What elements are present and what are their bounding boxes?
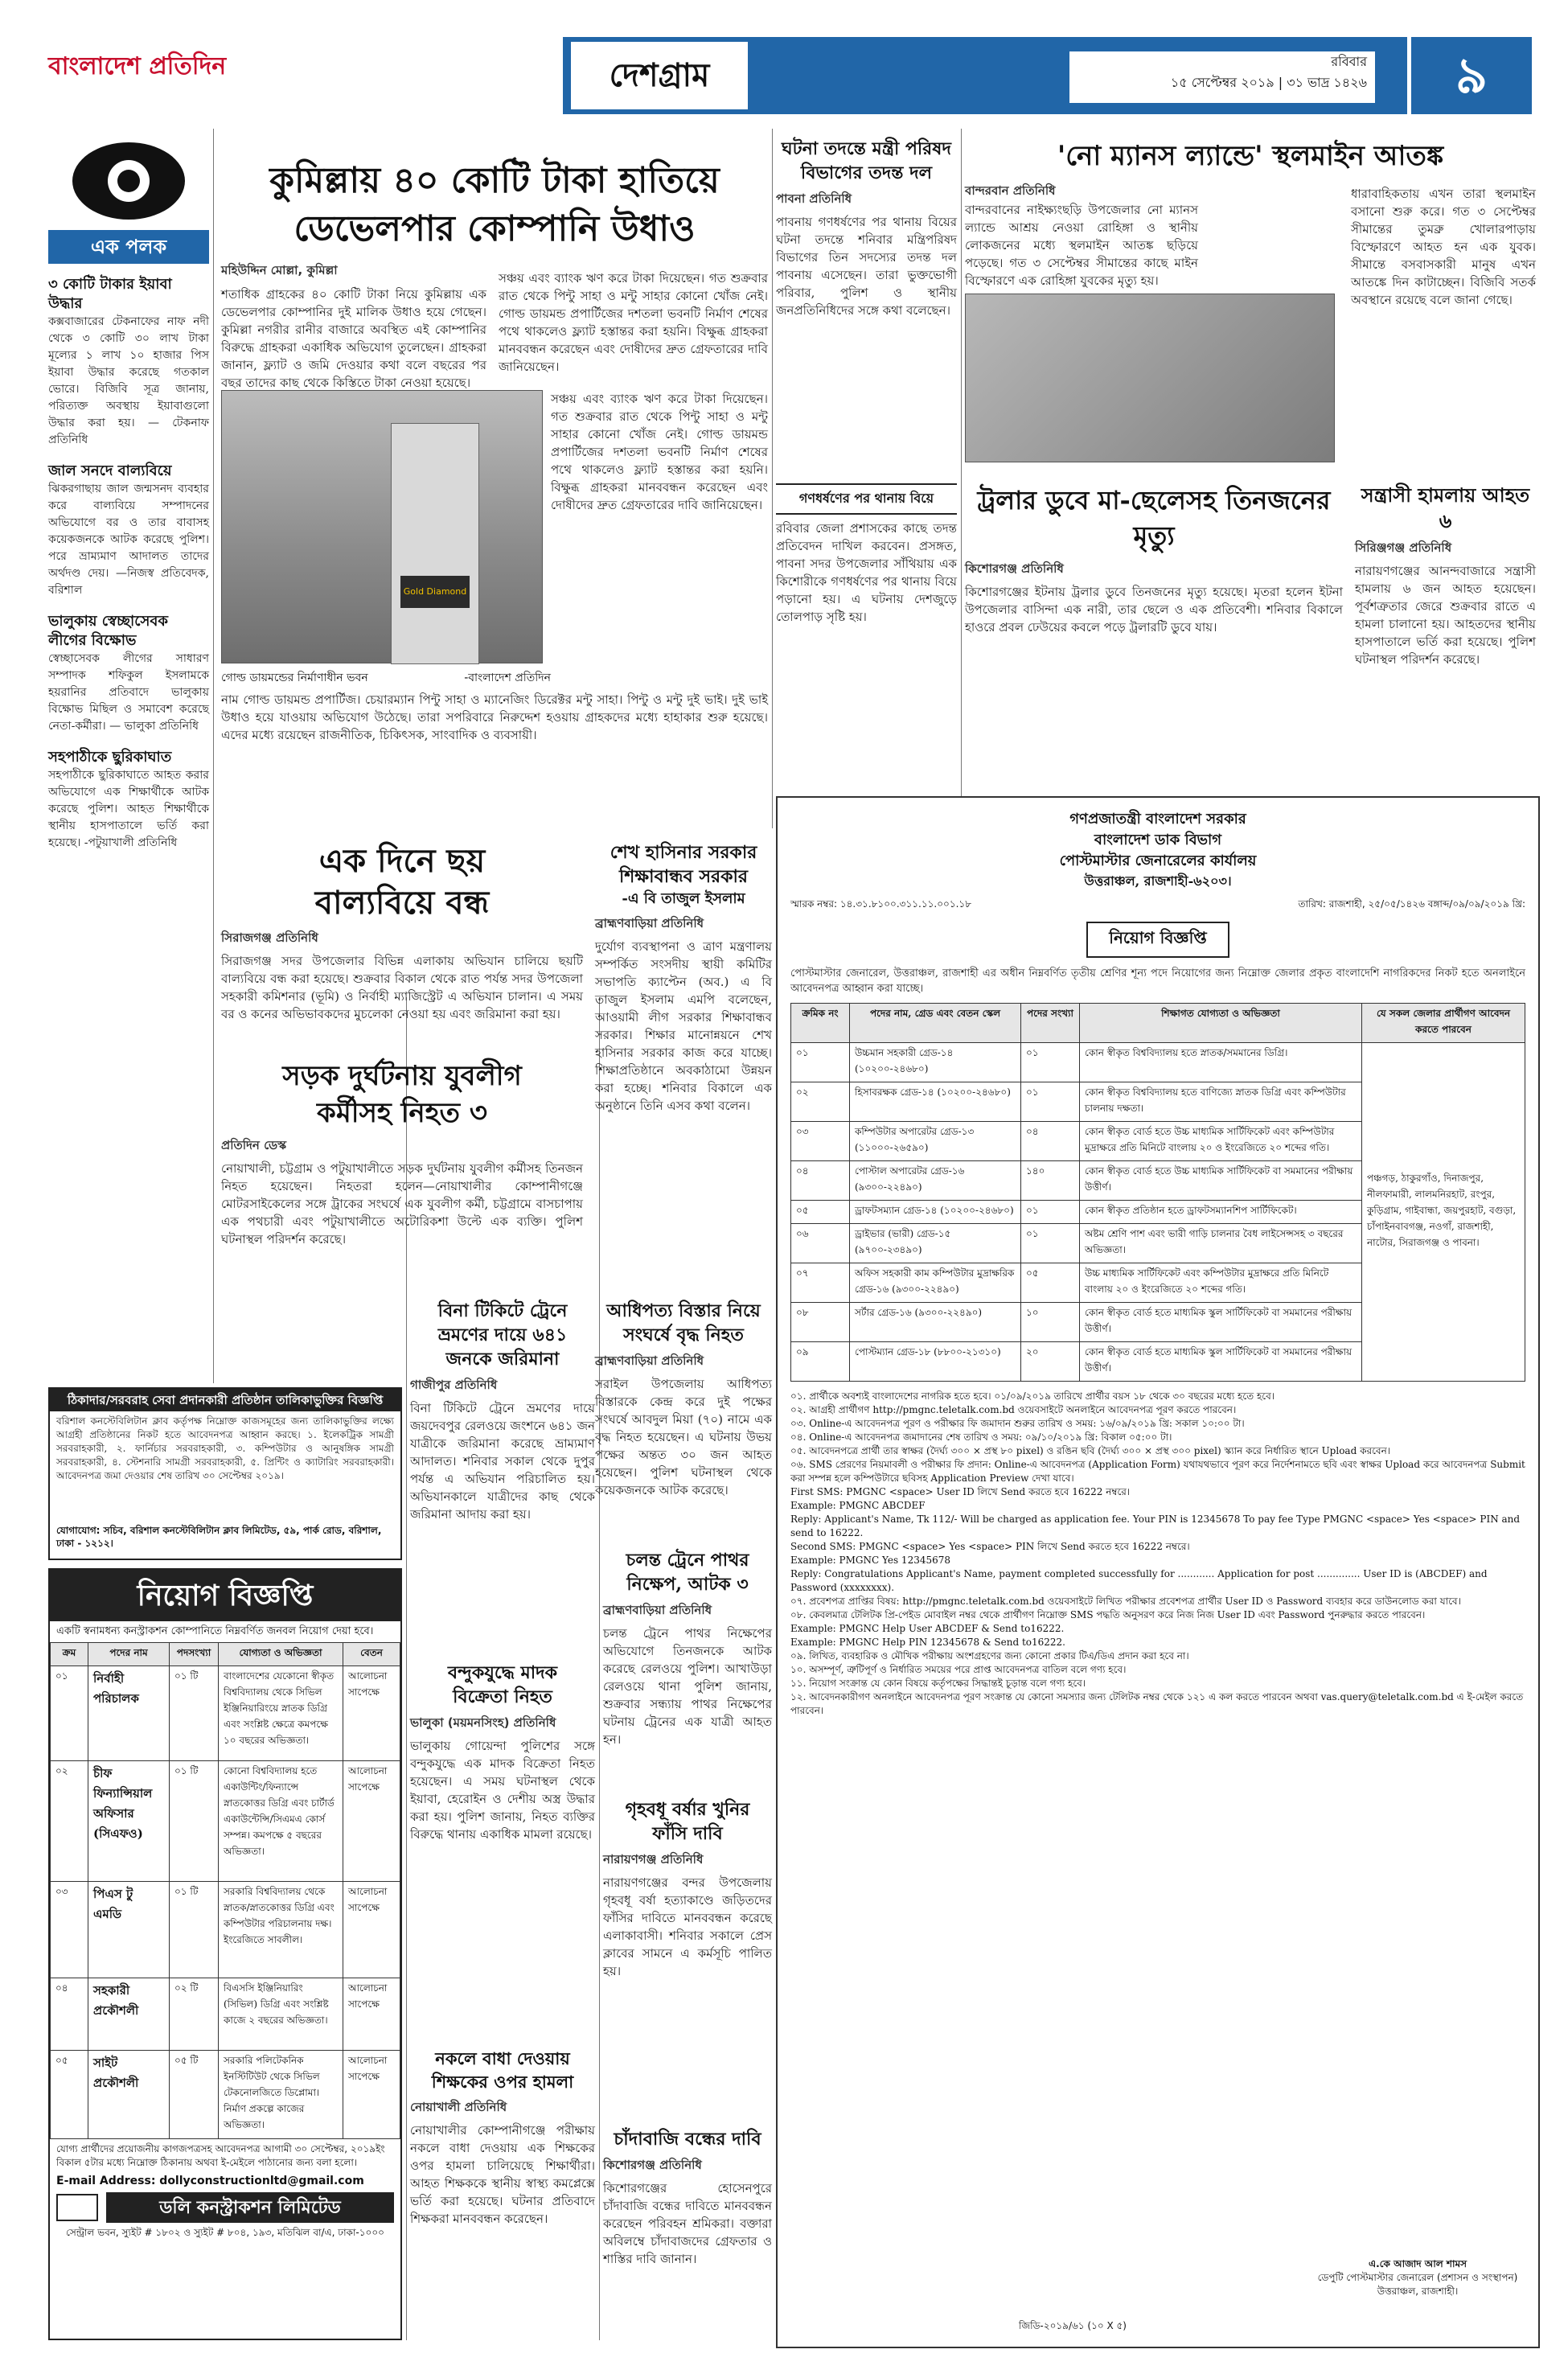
cell: ০৬: [791, 1224, 850, 1263]
govt-ad-table-header: [791, 1004, 1525, 1043]
cell: ১০: [1021, 1303, 1080, 1342]
cell: সহকারী প্রকৌশলী: [88, 1978, 170, 2051]
adhipotto-headline-2: সংঘর্ষে বৃদ্ধ নিহত: [623, 1325, 744, 1345]
lead-byline: মহিউদ্দিন মোল্লা, কুমিল্লা: [221, 263, 338, 277]
table-row: [51, 1882, 400, 1978]
chadabaji-headline: চাঁদাবাজি বন্ধের দাবি: [614, 2129, 761, 2150]
govt-ad-condition: ০৩. Online-এ আবেদনপত্র পূরণ ও পরীক্ষার ফি জমাদান শুরুর তারিখ ও সময়: ১৬/০৯/২০১৯ খ্রি: সকাল ১০:০০ টা।: [790, 1418, 1245, 1429]
ekpolok-item-head: ৩ কোটি টাকার ইয়াবা উদ্ধার: [48, 276, 172, 312]
grihobodhu-story: [603, 1797, 772, 2119]
day-label: রবিবার: [1331, 54, 1367, 69]
company-logo-icon: [56, 2194, 98, 2221]
govt-ad-condition: ০৯. লিখিত, ব্যবহারিক ও মৌখিক পরীক্ষায় অংশগ্রহণের জন্য কোনো প্রকার টিএ/ডিএ প্রদান করা হবে না।: [790, 1650, 1189, 1661]
lead-story: [221, 157, 768, 832]
lead-caption: গোল্ড ডায়মন্ডের নির্মাণাধীন ভবন: [221, 672, 368, 684]
niyog-left-footer: যোগ্য প্রার্থীদের প্রয়োজনীয় কাগজপত্রসহ আবেদনপত্র আগামী ৩০ সেপ্টেম্বর, ২০১৯ইং বিকাল ৫টার মধ্যে নিম্নোক্ত ঠিকানায় অথবা ই-মেইলে পাঠানোর জন্য বলা হলো।: [56, 2143, 385, 2168]
govt-ad-condition: ০১. প্রার্থীকে অবশ্যই বাংলাদেশের নাগরিক হতে হবে। ০১/০৯/২০১৯ তারিখে প্রার্থীর বয়স ১৮ থেকে ৩০ বছরের মধ্যে হতে হবে।: [790, 1390, 1275, 1402]
lead-body-below: নাম গোল্ড ডায়মন্ড প্রপার্টিজ। চেয়ারম্যান পিন্টু সাহা ও ম্যানেজিং ডিরেক্টর মন্টু সাহা। পিন্টু ও মন্টু দুই ভাই। দুই ভাই উধাও হয়ে যাওয়ায় অভিযোগ উঠেছে। তারা সপরিবারে নিরুদ্দেশ হওয়ায় গ্রাহকদের মধ্যে হাহাকার শুরু হয়েছে। এদের মধ্যে রয়েছেন রাজনীতিক, চিকিৎসক, সাংবাদিক ও ব্যবসায়ী।: [221, 692, 768, 742]
bonduk-body: ভালুকায় গোয়েন্দা পুলিশের সঙ্গে বন্দুকযুদ্ধে এক মাদক বিক্রেতা নিহত হয়েছেন। এ সময় ঘটনাস্থল থেকে ইয়াবা, হেরোইন ও দেশীয় অস্ত্র উদ্ধার করা হয়। পুলিশ জানায়, নিহত ব্যক্তির বিরুদ্ধে থানায় একাধিক মামলা রয়েছে।: [410, 1739, 595, 1842]
sheikh-headline-1: শেখ হাসিনার সরকার: [610, 842, 757, 863]
ghatona-body: পাবনায় গণধর্ষণের পর থানায় বিয়ের ঘটনা তদন্তে শনিবার মন্ত্রিপরিষদ বিভাগের তিন সদস্যের তদন্ত দল পাবনায় এসেছেন। তারা ভুক্তভোগী পরিবার, পুলিশ ও স্থানীয় জনপ্রতিনিধিদের সঙ্গে কথা বলেছেন।: [776, 215, 957, 318]
nokol-story: [410, 2047, 595, 2344]
nomans-body-left: বান্দরবানের নাইক্ষ্যংছড়ি উপজেলার নো ম্যানস ল্যান্ডে আশ্রয় নেওয়া রোহিঙ্গা ও স্থানীয় লোকজনের মধ্যে স্থলমাইন আতঙ্ক ছড়িয়ে পড়েছে। গত ৩ সেপ্টেম্বর সীমান্তের কাছে মাইন বিস্ফোরণে এক রোহিঙ্গা যুবকের মৃত্যু হয়।: [965, 203, 1198, 288]
cell: ১৪০: [1021, 1161, 1080, 1201]
lead-headline-1: কুমিল্লায় ৪০ কোটি টাকা হাতিয়ে: [269, 160, 720, 201]
photo-sign-text: Gold Diamond: [403, 586, 467, 597]
govt-ad-code: জিডি-২০১৯/৬১ (১০ X ৫): [1019, 2320, 1127, 2331]
niyog-left-address: সেন্ট্রাল ভবন, স্যুইট # ১৮০২ ও স্যুইট # ৮০৪, ১৯৩, মতিঝিল বা/এ, ঢাকা-১০০০: [66, 2227, 384, 2238]
logo-text: বাংলাদেশ প্রতিদিন: [48, 52, 227, 80]
lead-body-right-cont: সঞ্চয় এবং ব্যাংক ঋণ করে টাকা দিয়েছেন। গত শুক্রবার রাত থেকে পিন্টু সাহা ও মন্টু সাহার কোনো খোঁজ নেই। গোল্ড ডায়মন্ড প্রপার্টিজের দশতলা ভবনটি নির্মাণ শেষের পথে থাকলেও ফ্ল্যাট হস্তান্তর করা হয়নি। বিক্ষুব্ধ গ্রাহকরা মানববন্ধন করেছেন এবং দোষীদের দ্রুত গ্রেফতারের দাবি জানিয়েছেন।: [551, 392, 768, 512]
column-rule: [961, 129, 962, 796]
cell: পিএস টু এমডি: [88, 1882, 170, 1978]
govt-ad-condition: Reply: Applicant's Name, Tk 112/- Will be charged as application fee. Your PIN is 12345678 To pay fee Type PMGNC <space> Yes <space> PIN and send to 16222.: [790, 1514, 1521, 1538]
page-number-box: [1411, 37, 1532, 114]
govt-ad-memo-row: [790, 897, 1525, 912]
chalanto-story: [603, 1548, 772, 1789]
cell: ০১ টি: [170, 1761, 219, 1882]
cell: আলোচনা সাপেক্ষে: [343, 1882, 400, 1978]
cell: ০২: [791, 1082, 850, 1122]
bina-headline-3: জনকে জরিমানা: [445, 1349, 560, 1370]
lead-caption-row: [221, 668, 768, 688]
cell: ০৫ টি: [170, 2051, 219, 2139]
cell: ০১: [791, 1043, 850, 1082]
col-header: পদসংখ্যা: [170, 1643, 219, 1666]
ekpolok-item-head: সহপাঠীকে ছুরিকাঘাত: [48, 749, 172, 766]
cell: উচ্চমান সহকারী গ্রেড-১৪ (১০২০০-২৪৬৮০): [850, 1043, 1021, 1082]
govt-ad: [776, 796, 1540, 2348]
table-row: [51, 1761, 400, 1882]
govt-ad-condition: ০৫. আবেদনপত্রে প্রার্থী তার স্বাক্ষর (দৈর্ঘ্য ৩০০ × প্রস্থ ৮০ pixel) ও রঙিন ছবি (দৈর্ঘ্য ৩০০ × প্রস্থ ৩০০ pixel) স্ক্যান করে নির্ধারিত স্থানে Upload করবেন।: [790, 1445, 1391, 1456]
nomans-byline: বান্দরবান প্রতিনিধি: [965, 183, 1056, 198]
bonduk-headline-1: বন্দুকযুদ্ধে মাদক: [447, 1662, 558, 1683]
cell: ০১: [1021, 1082, 1080, 1122]
govt-ad-districts: পঞ্চগড়, ঠাকুরগাঁও, দিনাজপুর, নীলফামারী, লালমনিরহাট, রংপুর, কুড়িগ্রাম, গাইবান্ধা, জয়পুরহাট, বগুড়া, চাঁপাইনবাবগঞ্জ, নওগাঁ, রাজশাহী, নাটোর, সিরাজগঞ্জ ও পাবনা।: [1362, 1043, 1525, 1382]
sontrashi-story: [1355, 483, 1536, 788]
govt-ad-col-header: পদের নাম, গ্রেড এবং বেতন স্কেল: [850, 1004, 1021, 1043]
ekpolok-item-body: স্বেচ্ছাসেবক লীগের সাধারণ সম্পাদক শফিকুল ইসলামকে হয়রানির প্রতিবাদে ভালুকায় বিক্ষোভ মিছিল ও সমাবেশ করেছে নেতা-কর্মীরা। — ভালুকা প্রতিনিধি: [48, 652, 209, 733]
cell: ০৭: [791, 1263, 850, 1303]
ekpolok-column: [48, 137, 209, 1383]
griho-headline-1: গৃহবধূ বর্ষার খুনির: [625, 1799, 750, 1820]
thikadar-headline: ঠিকাদার/সরবরাহ সেবা প্রদানকারী প্রতিষ্ঠান তালিকাভুক্তির বিজ্ঞপ্তি: [50, 1389, 400, 1411]
sheikh-headline-3: -এ বি তাজুল ইসলাম: [622, 890, 745, 907]
jubolig-body: নোয়াখালী, চট্টগ্রাম ও পটুয়াখালীতে সড়ক দুর্ঘটনায় যুবলীগ কর্মীসহ তিনজন নিহত হয়েছেন। নিহতরা হলেন—নোয়াখালীর কোম্পানীগঞ্জে মোটরসাইকেলের সঙ্গে ট্রাকের সংঘর্ষে এক যুবলীগ কর্মী, চট্টগ্রামে বাসচাপায় এক পথচারী এবং পটুয়াখালীতে অটোরিকশা উল্টে এক ব্যক্তি। পুলিশ ঘটনাস্থল পরিদর্শন করেছে।: [221, 1161, 583, 1247]
col-header: পদের নাম: [88, 1643, 170, 1666]
adhipotto-byline: ব্রাহ্মণবাড়িয়া প্রতিনিধি: [595, 1353, 704, 1368]
lead-body-middle: [551, 390, 768, 663]
sheikh-headline-2: শিক্ষাবান্ধব সরকার: [619, 866, 748, 887]
govt-ad-title-1: গণপ্রজাতন্ত্রী বাংলাদেশ সরকার: [1069, 811, 1246, 828]
ghatona-story: [776, 137, 957, 796]
cell: ড্রাইভার (ভারী) গ্রেড-১৫ (৯৭০০-২৩৪৯০): [850, 1224, 1021, 1263]
chadabaji-body: কিশোরগঞ্জের হোসেনপুরে চাঁদাবাজি বন্ধের দাবিতে মানববন্ধন করেছেন পরিবহন শ্রমিকরা। বক্তারা অবিলম্বে চাঁদাবাজদের গ্রেফতার ও শাস্তির দাবি জানান।: [603, 2181, 772, 2266]
sheikh-byline: ব্রাহ্মণবাড়িয়া প্রতিনিধি: [595, 916, 704, 930]
govt-ad-condition: First SMS: PMGNC <space> User ID লিখে Send করতে হবে 16222 নম্বরে।: [790, 1486, 1131, 1497]
cell: সর্টার গ্রেড-১৬ (৯৩০০-২২৪৯০): [850, 1303, 1021, 1342]
cell: হিসাবরক্ষক গ্রেড-১৪ (১০২০০-২৪৬৮০): [850, 1082, 1021, 1122]
section-title-box: [571, 42, 748, 109]
cell: কম্পিউটার অপারেটর গ্রেড-১৩ (১১০০০-২৬৫৯০): [850, 1122, 1021, 1161]
section-title: দেশগ্রাম: [609, 56, 710, 94]
lead-headline-2: ডেভেলপার কোম্পানি উধাও: [293, 208, 696, 249]
thikadar-ad: [48, 1387, 402, 1560]
cell: ০৩: [791, 1122, 850, 1161]
balyabiye-headline-1: এক দিনে ছয়: [318, 842, 486, 880]
sheikh-body: দুর্যোগ ব্যবস্থাপনা ও ত্রাণ মন্ত্রণালয় সম্পর্কিত সংসদীয় স্থায়ী কমিটির সভাপতি ক্যাপ্টেন (অব.) এ বি তাজুল ইসলাম এমপি বলেছেন, আওয়ামী লীগ সরকার শিক্ষাবান্ধব সরকার। শিক্ষার মানোন্নয়নে শেখ হাসিনার সরকার কাজ করে যাচ্ছে। শিক্ষাপ্রতিষ্ঠানে অবকাঠামো উন্নয়ন করা হচ্ছে। শনিবার বিকালে এক অনুষ্ঠানে তিনি এসব কথা বলেন।: [595, 939, 772, 1113]
niyog-left-table-header: [51, 1643, 400, 1666]
govt-ad-header: [790, 809, 1525, 891]
ghatona-body-2: রবিবার জেলা প্রশাসকের কাছে তদন্ত প্রতিবেদন দাখিল করবেন। প্রসঙ্গত, পাবনা সদর উপজেলার সাঁথিয়ায় এক কিশোরীকে গণধর্ষণের পর থানায় বিয়ে পড়ানো হয়। এ ঘটনায় দেশজুড়ে তোলপাড় সৃষ্টি হয়।: [776, 521, 957, 624]
govt-ad-condition: ০২. আগ্রহী প্রার্থীগণ http://pmgnc.teletalk.com.bd ওয়েবসাইটে অনলাইনে আবেদনপত্র পূরণ করতে পারবেন।: [790, 1404, 1237, 1415]
ekpolok-item: [48, 462, 209, 599]
col-header: বেতন: [343, 1643, 400, 1666]
govt-ad-sign-name: এ.কে আজাদ আল শামস: [1368, 2258, 1467, 2269]
cell: অষ্টম শ্রেণি পাশ এবং ভারী গাড়ি চালনার বৈধ লাইসেন্সসহ ৩ বছরের অভিজ্ঞতা।: [1080, 1224, 1362, 1263]
govt-ad-conditions: [790, 1390, 1525, 1718]
ekpolok-item: [48, 748, 209, 852]
cell: বিএসসি ইঞ্জিনিয়ারিং (সিভিল) ডিগ্রি এবং সংশ্লিষ্ট কাজে ২ বছরের অভিজ্ঞতা।: [219, 1978, 343, 2051]
niyog-left-table: [50, 1642, 400, 2139]
photo-sign: [400, 576, 470, 608]
trawler-byline: কিশোরগঞ্জ প্রতিনিধি: [965, 561, 1064, 576]
ekpolok-item-body: সহপাঠীকে ছুরিকাঘাতে আহত করার অভিযোগে এক শিক্ষার্থীকে আটক করেছে পুলিশ। আহত শিক্ষার্থীকে স্থানীয় হাসপাতালে ভর্তি করা হয়েছে। -পটুয়াখালী প্রতিনিধি: [48, 769, 209, 849]
cell: আলোচনা সাপেক্ষে: [343, 2051, 400, 2139]
govt-ad-title-4: উত্তরাঞ্চল, রাজশাহী-৬২০৩।: [1084, 873, 1232, 889]
cell: ০৯: [791, 1342, 850, 1382]
govt-ad-condition: Second SMS: PMGNC <space> Yes <space> PIN লিখে Send করতে হবে 16222 নম্বরে।: [790, 1541, 1190, 1552]
cell: উচ্চ মাধ্যমিক সার্টিফিকেট এবং কম্পিউটার মুদ্রাক্ষরে প্রতি মিনিটে বাংলায় ২০ ও ইংরেজিতে ২০ শব্দের গতি।: [1080, 1263, 1362, 1303]
cell: পোস্টম্যান গ্রেড-১৮ (৮৮০০-২১৩১০): [850, 1342, 1021, 1382]
cell: ০২: [51, 1761, 88, 1882]
govt-ad-badge-row: [790, 922, 1525, 958]
govt-ad-col-header: ক্রমিক নং: [791, 1004, 850, 1043]
govt-ad-condition: Example: PMGNC Help User ABCDEF & Send to16222.: [790, 1623, 1065, 1634]
griho-byline: নারায়ণগঞ্জ প্রতিনিধি: [603, 1852, 704, 1867]
thikadar-contact: যোগাযোগ: সচিব, বরিশাল কনস্টেবিলিটান ক্লাব লিমিটেড, ৫৯, পার্ক রোড, বরিশাল, ঢাকা - ১২১২।: [56, 1525, 382, 1549]
bina-headline-1: বিনা টিকিটে ট্রেনে: [437, 1300, 568, 1321]
chalanto-body: চলন্ত ট্রেনে পাথর নিক্ষেপের অভিযোগে তিনজনকে আটক করেছে রেলওয়ে পুলিশ। আখাউড়া রেলওয়ে থানা পুলিশ জানায়, শুক্রবার সন্ধ্যায় পাথর নিক্ষেপের ঘটনায় ট্রেনের এক যাত্রী আহত হন।: [603, 1626, 772, 1747]
adhipotto-headline-1: আধিপত্য বিস্তার নিয়ে: [606, 1300, 761, 1321]
govt-ad-col-header: যে সকল জেলার প্রার্থীগণ আবেদন করতে পারবেন: [1362, 1004, 1525, 1043]
cell: ০৪: [791, 1161, 850, 1201]
niyog-left-company: ডলি কনস্ট্রাকশন লিমিটেড: [106, 2192, 394, 2223]
govt-ad-condition: Example: PMGNC ABCDEF: [790, 1500, 926, 1511]
cell: ০৮: [791, 1303, 850, 1342]
ghatona-photo-caption-box: [776, 483, 957, 515]
balyabiye-byline: সিরাজগঞ্জ প্রতিনিধি: [221, 930, 318, 945]
table-row: [51, 1978, 400, 2051]
building-shape: [391, 423, 479, 664]
cell: চীফ ফিন্যান্সিয়াল অফিসার (সিএফও): [88, 1761, 170, 1882]
govt-ad-condition: ১২. আবেদনকারীগণ অনলাইনে আবেদনপত্র পূরণ সংক্রান্ত যে কোনো সমস্যার জন্য টেলিটক নম্বর থেকে ১২১ এ কল করতে পারবেন অথবা vas.query@teletalk.com.bd এ ই-মেইল করতে পারবেন।: [790, 1691, 1524, 1716]
jubolig-story: [221, 1058, 583, 1299]
ghatona-photo-caption: গণধর্ষণের পর থানায় বিয়ে: [798, 491, 934, 506]
ekpolok-item-head: ভালুকায় স্বেচ্ছাসেবক লীগের বিক্ষোভ: [48, 613, 168, 649]
griho-body: নারায়ণগঞ্জের বন্দর উপজেলায় গৃহবধূ বর্ষা হত্যাকাণ্ডে জড়িতদের ফাঁসির দাবিতে মানববন্ধন করেছে এলাকাবাসী। শনিবার সকালে প্রেস ক্লাবের সামনে এ কর্মসূচি পালিত হয়।: [603, 1875, 772, 1978]
cell: ০৫: [51, 2051, 88, 2139]
cell: কোন স্বীকৃত বোর্ড হতে উচ্চ মাধ্যমিক সার্টিফিকেট বা সমমানের পরীক্ষায় উত্তীর্ণ।: [1080, 1161, 1362, 1201]
trawler-headline: ট্রলার ডুবে মা-ছেলেসহ তিনজনের মৃত্যু: [977, 485, 1331, 551]
niyog-left-intro: একটি স্বনামধন্য কনস্ট্রাকশন কোম্পানিতে নিম্নবর্ণিত জনবল নিয়োগ দেয়া হবে।: [56, 1625, 374, 1637]
govt-ad-intro: পোস্টমাস্টার জেনারেল, উত্তরাঞ্চল, রাজশাহী এর অধীন নিম্নবর্ণিত তৃতীয় শ্রেণির শূন্য পদে নিয়োগের জন্য নিম্নোক্ত জেলার প্রকৃত বাংলাদেশি নাগরিকদের নিকট হতে অনলাইনে আবেদনপত্র আহ্বান করা যাচ্ছে।: [790, 967, 1525, 995]
cell: অফিস সহকারী কাম কম্পিউটার মুদ্রাক্ষরিক গ্রেড-১৬ (৯৩০০-২২৪৯০): [850, 1263, 1021, 1303]
adhipotto-story: [595, 1299, 772, 1540]
lead-body-right: সঞ্চয় এবং ব্যাংক ঋণ করে টাকা দিয়েছেন। গত শুক্রবার রাত থেকে পিন্টু সাহা ও মন্টু সাহার কোনো খোঁজ নেই। গোল্ড ডায়মন্ড প্রপার্টিজের দশতলা ভবনটি নির্মাণ শেষের পথে থাকলেও ফ্ল্যাট হস্তান্তর করা হয়নি। বিক্ষুব্ধ গ্রাহকরা মানববন্ধন করেছেন এবং দোষীদের দ্রুত গ্রেফতারের দাবি জানিয়েছেন।: [499, 271, 768, 374]
bina-headline-2: ভ্রমণের দায়ে ৬৪১: [437, 1325, 568, 1345]
nomans-body-right: ধারাবাহিকতায় এখন তারা স্থলমাইন বসানো শুরু করে। গত ৩ সেপ্টেম্বর সীমান্তের তুমব্রু খোলারপাড়ায় বিস্ফোরণে আহত হন এক যুবক। সীমান্তে বসবাসকারী মানুষ এখন আতঙ্কে দিন কাটাচ্ছেন। বিজিবি সতর্ক অবস্থানে রয়েছে বলে জানা গেছে।: [1351, 187, 1536, 307]
ekpolok-item: [48, 612, 209, 735]
bonduk-byline: ভালুকা (ময়মনসিংহ) প্রতিনিধি: [410, 1715, 556, 1730]
govt-ad-title-3: পোস্টমাস্টার জেনারেলের কার্যালয়: [1059, 852, 1257, 869]
niyog-left-headline: নিয়োগ বিজ্ঞপ্তি: [50, 1570, 400, 1621]
cell: ০২ টি: [170, 1978, 219, 2051]
cell: কোন স্বীকৃত বিশ্ববিদ্যালয় হতে স্নাতক/সমমানের ডিগ্রি।: [1080, 1043, 1362, 1082]
cell: ড্রাফটসম্যান গ্রেড-১৪ (১০২০০-২৪৬৮০): [850, 1201, 1021, 1224]
govt-ad-memo-date: তারিখ: রাজশাহী, ২৫/০৫/১৪২৬ বঙ্গাব্দ/০৯/০৯/২০১৯ খ্রি:: [1298, 898, 1525, 910]
lead-photo: [221, 390, 543, 663]
table-row: [791, 1043, 1525, 1082]
govt-ad-badge: নিয়োগ বিজ্ঞপ্তি: [1086, 922, 1229, 958]
govt-ad-condition: ০৪. Online-এ আবেদনপত্র জমাদানের শেষ তারিখ ও সময়: ০৯/১০/২০১৯ খ্রি: বিকাল ০৫:০০ টা।: [790, 1431, 1172, 1443]
trawler-story: [965, 483, 1343, 788]
govt-ad-condition: ১০. অসম্পূর্ণ, ত্রুটিপূর্ণ ও নির্ধারিত সময়ের পরে প্রাপ্ত আবেদনপত্র বাতিল বলে গণ্য হবে।: [790, 1664, 1127, 1675]
cell: ০৩: [51, 1882, 88, 1978]
cell: আলোচনা সাপেক্ষে: [343, 1761, 400, 1882]
govt-ad-sign-office: উত্তরাঞ্চল, রাজশাহী।: [1377, 2286, 1459, 2297]
nomans-headline: 'নো ম্যানস ল্যান্ডে' স্থলমাইন আতঙ্ক: [1057, 140, 1444, 172]
date-box: [1069, 51, 1375, 103]
sontrashi-byline: সিরিঞ্জগঞ্জ প্রতিনিধি: [1355, 540, 1452, 555]
cell: কোন স্বীকৃত বোর্ড হতে মাধ্যমিক স্কুল সার্টিফিকেট বা সমমানের পরীক্ষায় উত্তীর্ণ।: [1080, 1342, 1362, 1382]
cell: ০১: [1021, 1224, 1080, 1263]
ekpolok-item: [48, 275, 209, 449]
niyog-left-ad: [48, 1568, 402, 2340]
govt-ad-table: [790, 1003, 1525, 1382]
table-row: [51, 2051, 400, 2139]
niyog-left-email: E-mail Address: dollyconstructionltd@gmail.com: [56, 2175, 364, 2187]
sheikh-story: [595, 840, 772, 1291]
griho-headline-2: ফাঁসি দাবি: [652, 1823, 723, 1844]
ekpolok-item-head: জাল সনদে বাল্যবিয়ে: [48, 462, 172, 479]
chadabaji-story: [603, 2127, 772, 2344]
govt-ad-col-header: শিক্ষাগত যোগ্যতা ও অভিজ্ঞতা: [1080, 1004, 1362, 1043]
lead-caption-credit: -বাংলাদেশ প্রতিদিন: [464, 672, 551, 684]
govt-ad-condition: Example: PMGNC Help PIN 12345678 & Send to16222.: [790, 1637, 1065, 1648]
cell: ০৪: [51, 1978, 88, 2051]
adhipotto-body: সরাইল উপজেলায় আধিপত্য বিস্তারকে কেন্দ্র করে দুই পক্ষের সংঘর্ষে আবদুল মিয়া (৭০) নামে এক বৃদ্ধ নিহত হয়েছেন। এ ঘটনায় উভয় পক্ষের অন্তত ৩০ জন আহত হয়েছেন। পুলিশ ঘটনাস্থল থেকে কয়েকজনকে আটক করেছে।: [595, 1377, 772, 1497]
jubolig-headline-1: সড়ক দুর্ঘটনায় যুবলীগ: [282, 1060, 522, 1092]
nokol-byline: নোয়াখালী প্রতিনিধি: [410, 2100, 507, 2114]
sontrashi-body: নারায়ণগঞ্জের আনন্দবাজারে সন্ত্রাসী হামলায় ৬ জন আহত হয়েছেন। পূর্বশত্রুতার জেরে শুক্রবার রাতে এ হামলা চালানো হয়। আহতদের স্থানীয় হাসপাতালে ভর্তি করা হয়েছে। পুলিশ ঘটনাস্থল পরিদর্শন করেছে।: [1355, 564, 1536, 667]
cell: ০১: [1021, 1043, 1080, 1082]
masthead: [0, 0, 1568, 121]
date-label: ১৫ সেপ্টেম্বর ২০১৯ | ৩১ ভাদ্র ১৪২৬: [1170, 75, 1367, 90]
cell: কোন স্বীকৃত বোর্ড হতে উচ্চ মাধ্যমিক সার্টিফিকেট এবং কম্পিউটার মুদ্রাক্ষরে প্রতি মিনিটে বাংলায় ২০ ও ইংরেজিতে ২০ শব্দের গতি।: [1080, 1122, 1362, 1161]
balyabiye-headline-2: বাল্যবিয়ে বন্ধ: [314, 884, 490, 922]
cell: কোন স্বীকৃত বিশ্ববিদ্যালয় হতে বাণিজ্যে স্নাতক ডিগ্রি এবং কম্পিউটার চালনায় দক্ষতা।: [1080, 1082, 1362, 1122]
govt-ad-condition: ১১. নিয়োগ সংক্রান্ত যে কোন বিষয়ে কর্তৃপক্ষের সিদ্ধান্তই চূড়ান্ত বলে গণ্য হবে।: [790, 1678, 1086, 1689]
nokol-headline-2: শিক্ষকের ওপর হামলা: [431, 2072, 574, 2092]
ekpolok-item-body: কক্সবাজারের টেকনাফের নাফ নদী থেকে ৩ কোটি ৩০ লাখ টাকা মূল্যের ১ লাখ ১০ হাজার পিস ইয়াবা উদ্ধার করেছে গতকাল ভোরে। বিজিবি সূত্র জানায়, পরিত্যক্ত অবস্থায় ইয়াবাগুলো উদ্ধার করা হয়। — টেকনাফ প্রতিনিধি: [48, 315, 209, 446]
cell: ০৫: [1021, 1263, 1080, 1303]
govt-ad-condition: Example: PMGNC Yes 12345678: [790, 1555, 951, 1566]
nomans-photo: [965, 294, 1335, 462]
govt-ad-condition: Reply: Congratulations Applicant's Name, payment completed successfully for ............ Application for post .............. User ID is (ABCDEF) and Password (xxxxxxxx).: [790, 1568, 1488, 1593]
col-header: যোগ্যতা ও অভিজ্ঞতা: [219, 1643, 343, 1666]
jubolig-headline-2: কর্মীসহ নিহত ৩: [317, 1097, 487, 1129]
govt-ad-title-2: বাংলাদেশ ডাক বিভাগ: [1094, 832, 1222, 848]
cell: ২০: [1021, 1342, 1080, 1382]
cell: ০১: [1021, 1201, 1080, 1224]
chalanto-headline-2: নিক্ষেপ, আটক ৩: [626, 1574, 749, 1595]
cell: ০১ টি: [170, 1882, 219, 1978]
ghatona-byline: পাবনা প্রতিনিধি: [776, 191, 852, 206]
masthead-logo: [48, 47, 273, 87]
ekpolok-title: এক পলক: [48, 230, 209, 264]
govt-ad-condition: ০৮. কেবলমাত্র টেলিটক প্রি-পেইড মোবাইল নম্বর থেকে প্রার্থীগণ নিম্নোক্ত SMS পদ্ধতি অনুসরণ করে নিজ নিজ User ID এবং Password পুনরুদ্ধার করতে পারবেন।: [790, 1609, 1426, 1620]
eye-icon: [68, 137, 189, 225]
cell: আলোচনা সাপেক্ষে: [343, 1666, 400, 1761]
balyabiye-body: সিরাজগঞ্জ সদর উপজেলার বিভিন্ন এলাকায় অভিযান চালিয়ে ছয়টি বাল্যবিয়ে বন্ধ করা হয়েছে। শুক্রবার বিকাল থেকে রাত পর্যন্ত সদর উপজেলা সহকারী কমিশনার (ভূমি) ও নির্বাহী ম্যাজিস্ট্রেট এ অভিযান চালান। এ সময় বর ও কনের অভিভাবকদের মুচলেকা নেওয়া হয় এবং জরিমানা করা হয়।: [221, 954, 583, 1021]
sontrashi-headline: সন্ত্রাসী হামলায় আহত ৬: [1361, 483, 1530, 532]
bina-byline: গাজীপুর প্রতিনিধি: [410, 1378, 498, 1392]
cell: পোস্টাল অপারেটর গ্রেড-১৬ (৯৩০০-২২৪৯০): [850, 1161, 1021, 1201]
govt-ad-signature: [1313, 2257, 1522, 2298]
cell: কোনো বিশ্ববিদ্যালয় হতে একাউন্টিং/ফিন্যান্সে স্নাতকোত্তর ডিগ্রি এবং চার্টার্ড একাউন্টেন্সি/সিএমএ কোর্স সম্পন্ন। কমপক্ষে ৫ বছরের অভিজ্ঞতা।: [219, 1761, 343, 1882]
column-rule: [213, 129, 214, 1383]
cell: ০৪: [1021, 1122, 1080, 1161]
page-number: ৯: [1455, 46, 1488, 105]
cell: নির্বাহী পরিচালক: [88, 1666, 170, 1761]
column-rule: [772, 129, 773, 828]
cell: সাইট প্রকৌশলী: [88, 2051, 170, 2139]
cell: আলোচনা সাপেক্ষে: [343, 1978, 400, 2051]
ghatona-headline: ঘটনা তদন্তে মন্ত্রী পরিষদ বিভাগের তদন্ত দল: [782, 138, 951, 183]
cell: ০১: [51, 1666, 88, 1761]
table-row: [51, 1666, 400, 1761]
thikadar-body: বরিশাল কনস্টেবিলিটান ক্লাব কর্তৃপক্ষ নিম্নোক্ত কাজসমূহের জন্য তালিকাভুক্তির লক্ষ্যে আগ্রহী প্রতিষ্ঠানের নিকট হতে আবেদনপত্র আহ্বান করছে। ১. ইলেকট্রিক সামগ্রী সরবরাহকারী, ২. ফার্নিচার সরবরাহকারী, ৩. কম্পিউটার ও আনুষঙ্গিক সামগ্রী সরবরাহকারী, ৪. স্টেশনারি সামগ্রী সরবরাহকারী, ৫. প্রিন্টিং ও ক্যাটারিং সরবরাহকারী। আবেদনপত্র জমা দেওয়ার শেষ তারিখ ৩০ সেপ্টেম্বর ২০১৯।: [56, 1415, 394, 1481]
ekpolok-item-body: ঝিকরগাছায় জাল জন্মসনদ ব্যবহার করে বাল্যবিয়ে সম্পাদনের অভিযোগে বর ও তার বাবাসহ কয়েকজনকে আটক করেছে পুলিশ। পরে ভ্রাম্যমাণ আদালত তাদের অর্থদণ্ড দেয়। —নিজস্ব প্রতিবেদক, বরিশাল: [48, 483, 209, 597]
bina-body: বিনা টিকিটে ট্রেনে ভ্রমণের দায়ে জয়দেবপুর রেলওয়ে জংশনে ৬৪১ জন যাত্রীকে জরিমানা করেছে ভ্রাম্যমাণ আদালত। শনিবার সকাল থেকে দুপুর পর্যন্ত এ অভিযান পরিচালিত হয়। অভিযানকালে যাত্রীদের কাছ থেকে জরিমানা আদায় করা হয়।: [410, 1401, 595, 1522]
cell: সরকারি বিশ্ববিদ্যালয় থেকে স্নাতক/স্নাতকোত্তর ডিগ্রি এবং কম্পিউটার পরিচালনায় দক্ষ। ইংরেজিতে সাবলীল।: [219, 1882, 343, 1978]
cell: ০১ টি: [170, 1666, 219, 1761]
nomans-story: [965, 137, 1536, 474]
govt-ad-condition: ০৭. প্রবেশপত্র প্রাপ্তির বিষয়: http://pmgnc.teletalk.com.bd ওয়েবসাইটে লিখিত পরীক্ষার প্রবেশপত্র প্রার্থীর User ID ও Password ব্যবহার করে ডাউনলোড করা যাবে।: [790, 1596, 1461, 1607]
govt-ad-sign-title: ডেপুটি পোস্টমাস্টার জেনারেল (প্রশাসন ও সংস্থাপন): [1317, 2272, 1518, 2283]
bina-ticket-story: [410, 1299, 595, 1653]
nokol-headline-1: নকলে বাধা দেওয়ায়: [435, 2048, 570, 2068]
chadabaji-byline: কিশোরগঞ্জ প্রতিনিধি: [603, 2158, 702, 2172]
cell: কোন স্বীকৃত প্রতিষ্ঠান হতে ড্রাফটসম্যানশিপ সার্টিফিকেট।: [1080, 1201, 1362, 1224]
trawler-body: কিশোরগঞ্জের ইটনায় ট্রলার ডুবে তিনজনের মৃত্যু হয়েছে। মৃতরা হলেন ইটনা উপজেলার বাসিন্দা এক নারী, তার ছেলে ও এক প্রতিবেশী। শনিবার বিকালে হাওরে প্রবল ঢেউয়ের কবলে পড়ে ট্রলারটি ডুবে যায়।: [965, 585, 1343, 635]
cell: কোন স্বীকৃত বোর্ড হতে মাধ্যমিক স্কুল সার্টিফিকেট বা সমমানের পরীক্ষায় উত্তীর্ণ।: [1080, 1303, 1362, 1342]
nokol-body: নোয়াখালীর কোম্পানীগঞ্জে পরীক্ষায় নকলে বাধা দেওয়ায় এক শিক্ষকের ওপর হামলা চালিয়েছে শিক্ষার্থীরা। আহত শিক্ষককে স্থানীয় স্বাস্থ্য কমপ্লেক্সে ভর্তি করা হয়েছে। ঘটনার প্রতিবাদে শিক্ষকরা মানববন্ধন করেছেন।: [410, 2123, 595, 2226]
cell: ০৫: [791, 1201, 850, 1224]
cell: সরকারি পলিটেকনিক ইনস্টিটিউট থেকে সিভিল টেকনোলজিতে ডিপ্লোমা। নির্মাণ প্রকল্পে কাজের অভিজ্ঞতা।: [219, 2051, 343, 2139]
chalanto-byline: ব্রাহ্মণবাড়িয়া প্রতিনিধি: [603, 1603, 712, 1617]
govt-ad-memo: স্মারক নম্বর: ১৪.৩১.৮১০০.৩১১.১১.০০১.১৮: [790, 898, 971, 910]
bonduk-headline-2: বিক্রেতা নিহত: [453, 1686, 552, 1707]
balyabiye-story: [221, 840, 583, 1049]
niyog-left-company-row: [50, 2192, 400, 2223]
jubolig-byline: প্রতিদিন ডেস্ক: [221, 1138, 287, 1152]
govt-ad-col-header: পদের সংখ্যা: [1021, 1004, 1080, 1043]
lead-body-left: শতাধিক গ্রাহকের ৪০ কোটি টাকা নিয়ে কুমিল্লায় এক ডেভেলপার কোম্পানির দুই মালিক উধাও হয়ে গেছেন। কুমিল্লা নগরীর রানীর বাজারে অবস্থিত এই কোম্পানির বিরুদ্ধে গ্রাহকরা একাধিক অভিযোগ তুলেছেন। গ্রাহকরা জানান, ফ্ল্যাট ও জমি দেওয়ার কথা বলে বছরের পর বছর তাদের কাছ থেকে কিস্তিতে টাকা নেওয়া হয়েছে।: [221, 287, 486, 390]
govt-ad-condition: ০৬. SMS প্রেরণের নিয়মাবলী ও পরীক্ষার ফি প্রদান: Online-এ আবেদনপত্র (Application Form) যথাযথভাবে পূরণ করে নির্দেশনামতে ছবি এবং স্বাক্ষর Upload করে আবেদনপত্র Submit করা সম্পন্ন হলে কম্পিউটারে ছবিসহ Application Preview দেখা যাবে।: [790, 1459, 1525, 1484]
col-header: ক্রম: [51, 1643, 88, 1666]
cell: বাংলাদেশের যেকোনো স্বীকৃত বিশ্ববিদ্যালয় থেকে সিভিল ইঞ্জিনিয়ারিংয়ে স্নাতক ডিগ্রি এবং সংশ্লিষ্ট ক্ষেত্রে কমপক্ষে ১০ বছরের অভিজ্ঞতা।: [219, 1666, 343, 1761]
chalanto-headline-1: চলন্ত ট্রেনে পাথর: [626, 1550, 749, 1571]
bondukjuddho-story: [410, 1661, 595, 2039]
